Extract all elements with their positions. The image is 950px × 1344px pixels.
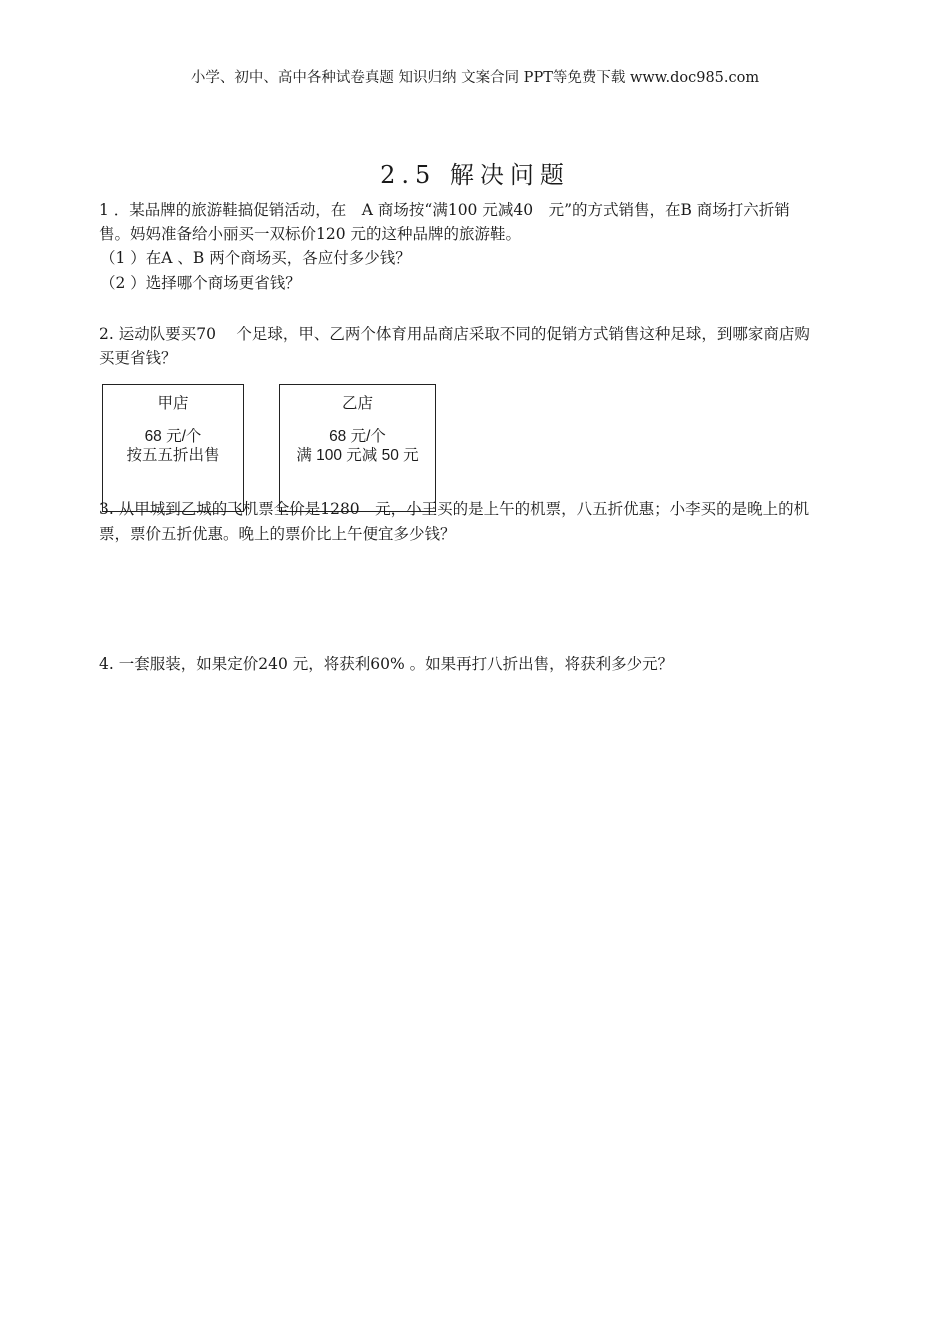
q4-line-1: 4. 一套服装，如果定价240 元，将获利60% 。如果再打八折出售，将获利多少元？	[99, 655, 674, 673]
q2-line-1: 2. 运动队要买70 个足球，甲、乙两个体育用品商店采取不同的促销方式销售这种足球，到哪家商店购	[99, 325, 810, 343]
q3-line-2: 票，票价五折优惠。晚上的票价比上午便宜多少钱？	[99, 525, 456, 543]
store-a-name: 甲店	[157, 395, 189, 412]
store-b-name: 乙店	[341, 395, 373, 412]
store-a-price: 68 元/个	[144, 428, 202, 445]
site-header: 小学、初中、高中各种试卷真题 知识归纳 文案合同 PPT等免费下载 www.doc985.com	[190, 70, 760, 86]
page-title: 2.5 解决问题	[380, 161, 570, 189]
q1-subquestion-1: （1 ）在A 、B 两个商场买，各应付多少钱？	[100, 249, 411, 267]
q1-line-2: 售。妈妈准备给小丽买一双标价120 元的这种品牌的旅游鞋。	[99, 225, 522, 243]
q3-line-1: 3. 从甲城到乙城的飞机票全价是1280 元，小王买的是上午的机票，八五折优惠；小李买的是晚上的机	[99, 500, 810, 518]
q1-line-1: 1 ．某品牌的旅游鞋搞促销活动，在 A 商场按“满100 元减40 元”的方式销售，在B 商场打六折销	[99, 201, 790, 219]
store-a-deal: 按五五折出售	[126, 447, 220, 464]
store-b-price: 68 元/个	[329, 428, 386, 445]
store-b-deal: 满 100 元减 50 元	[296, 447, 419, 464]
q1-subquestion-2: （2 ）选择哪个商场更省钱？	[100, 274, 301, 292]
q2-line-2: 买更省钱？	[99, 349, 177, 367]
store-a-box	[102, 384, 244, 512]
store-b-box	[279, 384, 436, 512]
